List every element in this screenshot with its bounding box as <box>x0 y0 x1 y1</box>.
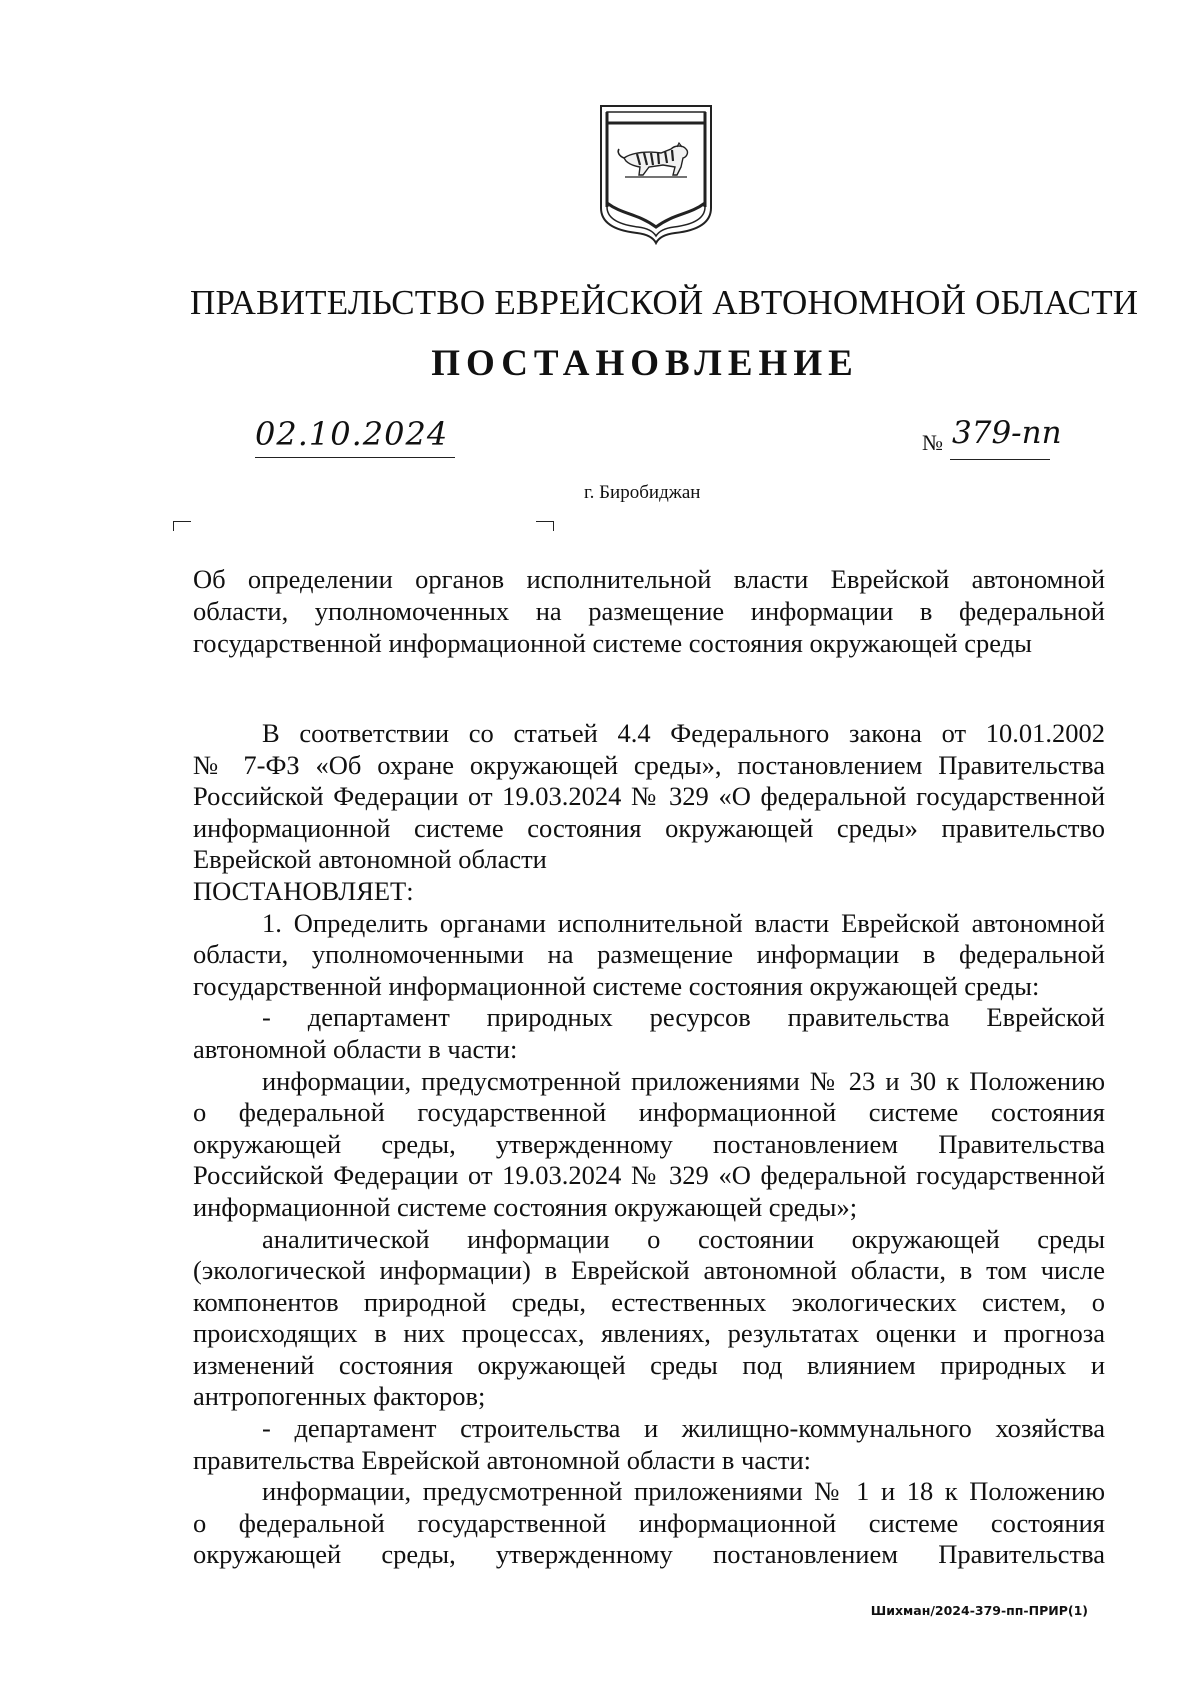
document-type-heading: ПОСТАНОВЛЕНИЕ <box>431 343 859 384</box>
title-bracket-left <box>173 521 191 531</box>
body-line: информации, предусмотренной приложениями № 1 и 18 к Положению <box>262 1476 1105 1507</box>
body-line: - департамент природных ресурсов правительства Еврейской <box>262 1002 1105 1033</box>
body-line: автономной области в части: <box>193 1033 518 1064</box>
body-line: - департамент строительства и жилищно-коммунального хозяйства <box>262 1413 1105 1444</box>
body-line: происходящих в них процессах, явлениях, результатах оценки и прогноза <box>193 1318 1105 1349</box>
number-label: № <box>922 430 943 455</box>
body-line: окружающей среды, утвержденному постановлением Правительства <box>193 1128 1105 1159</box>
subject-line: области, уполномоченных на размещение информации в федеральной <box>193 596 1105 626</box>
document-footer-code: Шихман/2024-379-пп-ПРИР(1) <box>870 1603 1088 1618</box>
subject-line: Об определении органов исполнительной власти Еврейской автономной <box>193 564 1105 594</box>
body-line: антропогенных факторов; <box>193 1381 486 1412</box>
date-underline <box>255 457 455 458</box>
body-line: о федеральной государственной информационной системе состояния <box>193 1507 1105 1538</box>
body-line: Российской Федерации от 19.03.2024 № 329 «О федеральной государственной <box>193 1160 1105 1191</box>
coat-of-arms-emblem <box>597 103 715 245</box>
title-bracket-right <box>536 521 554 531</box>
subject-line: государственной информационной системе состояния окружающей среды <box>193 628 1032 658</box>
document-number-handwritten: 379-пп <box>952 415 1062 451</box>
body-line: области, уполномоченными на размещение информации в федеральной <box>193 939 1105 970</box>
document-date-handwritten: 02.10.2024 <box>255 415 449 453</box>
resolution-keyword: ПОСТАНОВЛЯЕТ: <box>193 875 414 906</box>
body-line: окружающей среды, утвержденному постановлением Правительства <box>193 1539 1105 1570</box>
city-name: г. Биробиджан <box>584 482 701 503</box>
body-line: Российской Федерации от 19.03.2024 № 329 «О федеральной государственной <box>193 781 1105 812</box>
government-title: ПРАВИТЕЛЬСТВО ЕВРЕЙСКОЙ АВТОНОМНОЙ ОБЛАСТИ <box>190 283 1139 322</box>
document-subject <box>193 563 1105 659</box>
body-line: информационной системе состояния окружающей среды» правительство <box>193 812 1105 843</box>
body-line: В соответствии со статьей 4.4 Федерального закона от 10.01.2002 <box>262 718 1105 748</box>
body-line: компонентов природной среды, естественных экологических систем, о <box>193 1286 1105 1317</box>
body-line: (экологической информации) в Еврейской автономной области, в том числе <box>193 1255 1105 1286</box>
body-line: аналитической информации о состоянии окружающей среды <box>262 1223 1105 1254</box>
body-line: Еврейской автономной области <box>193 844 547 875</box>
body-line: 1. Определить органами исполнительной власти Еврейской автономной <box>262 907 1105 938</box>
number-underline <box>950 459 1050 460</box>
body-line: правительства Еврейской автономной области в части: <box>193 1444 812 1475</box>
body-line: № 7-ФЗ «Об охране окружающей среды», постановлением Правительства <box>193 749 1105 780</box>
body-line: информации, предусмотренной приложениями № 23 и 30 к Положению <box>262 1065 1105 1096</box>
body-line: информационной системе состояния окружающей среды»; <box>193 1191 858 1222</box>
body-line: о федеральной государственной информационной системе состояния <box>193 1097 1105 1128</box>
body-line: государственной информационной системе состояния окружающей среды: <box>193 970 1040 1001</box>
body-line: изменений состояния окружающей среды под влиянием природных и <box>193 1349 1105 1380</box>
document-body <box>193 718 1105 1571</box>
